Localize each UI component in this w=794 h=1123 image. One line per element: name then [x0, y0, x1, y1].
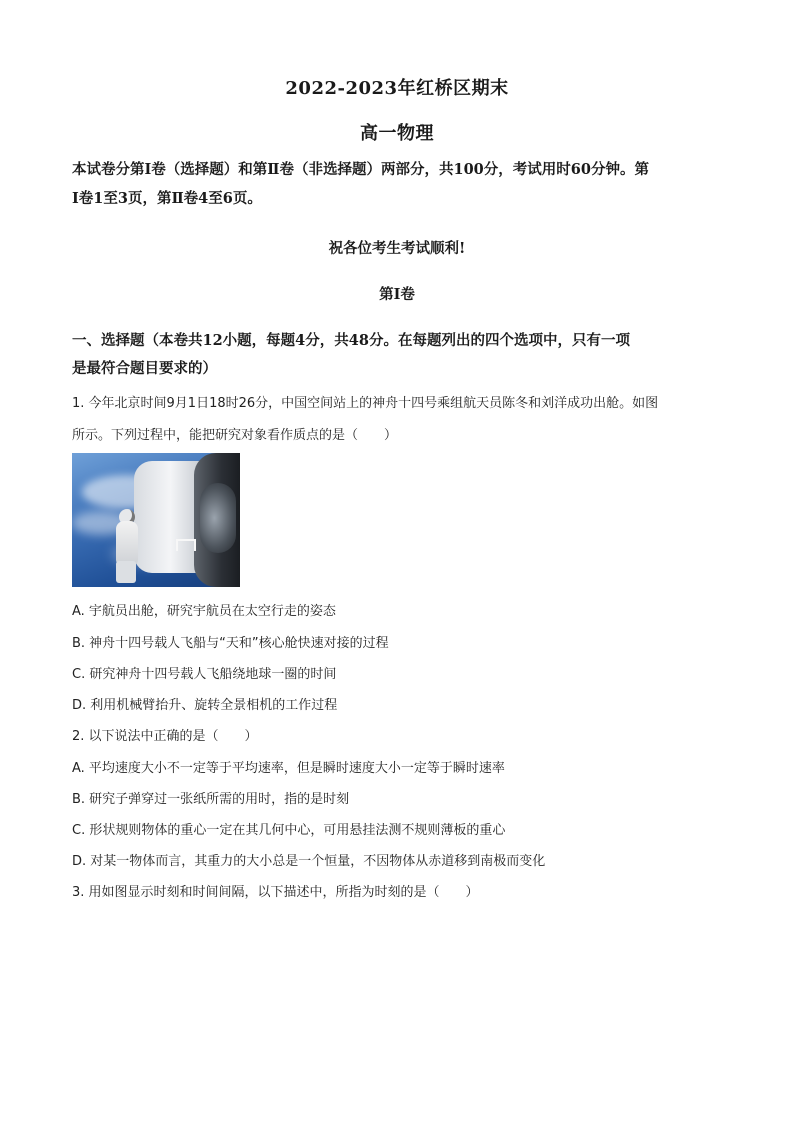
- instructions-line-2: Ⅰ卷1至3页，第Ⅱ卷4至6页。: [72, 190, 262, 207]
- question-3-stem: 3. 用如图显示时刻和时间间隔，以下描述中，所指为时刻的是（ ）: [72, 885, 479, 900]
- exam-instructions: [72, 155, 726, 213]
- question-1-option-d: D. 利用机械臂抬升、旋转全景相机的工作过程: [72, 698, 338, 713]
- question-1-stem-line-2: 所示。下列过程中，能把研究对象看作质点的是（ ）: [72, 428, 398, 443]
- astronaut-suit: [116, 521, 138, 565]
- station-hatch: [200, 483, 236, 553]
- question-1-stem-line-1: 1. 今年北京时间9月1日18时26分，中国空间站上的神舟十四号乘组航天员陈冬和刘洋成功出舱。如图: [72, 396, 659, 411]
- astronaut-legs: [116, 561, 136, 583]
- question-2-option-c: C. 形状规则物体的重心一定在其几何中心，可用悬挂法测不规则薄板的重心: [72, 823, 506, 838]
- good-luck-message: 祝各位考生考试顺利!: [328, 240, 466, 257]
- section-heading-line-2: 是最符合题目要求的）: [72, 360, 217, 377]
- exam-subject: 高一物理: [360, 123, 434, 144]
- exam-title: 2022-2023年红桥区期末: [285, 78, 509, 99]
- instructions-line-1: 本试卷分第Ⅰ卷（选择题）和第Ⅱ卷（非选择题）两部分，共100分，考试用时60分钟。第: [72, 161, 649, 178]
- question-2-option-a: A. 平均速度大小不一定等于平均速率，但是瞬时速度大小一定等于瞬时速率: [72, 761, 505, 776]
- question-2-option-b: B. 研究子弹穿过一张纸所需的用时，指的是时刻: [72, 792, 350, 807]
- spacewalk-photo: [72, 453, 240, 587]
- section-heading: [72, 327, 726, 383]
- question-1-option-b: B. 神舟十四号载人飞船与“天和”核心舱快速对接的过程: [72, 636, 389, 651]
- question-2-option-d: D. 对某一物体而言，其重力的大小总是一个恒量，不因物体从赤道移到南极而变化: [72, 854, 546, 869]
- volume-heading: 第Ⅰ卷: [379, 286, 415, 303]
- section-heading-line-1: 一、选择题（本卷共12小题，每题4分，共48分。在每题列出的四个选项中，只有一项: [72, 332, 630, 349]
- question-1-option-c: C. 研究神舟十四号载人飞船绕地球一圈的时间: [72, 667, 337, 682]
- question-2-stem: 2. 以下说法中正确的是（ ）: [72, 729, 258, 744]
- question-1-option-a: A. 宇航员出舱，研究宇航员在太空行走的姿态: [72, 604, 336, 619]
- station-handrail: [176, 539, 196, 551]
